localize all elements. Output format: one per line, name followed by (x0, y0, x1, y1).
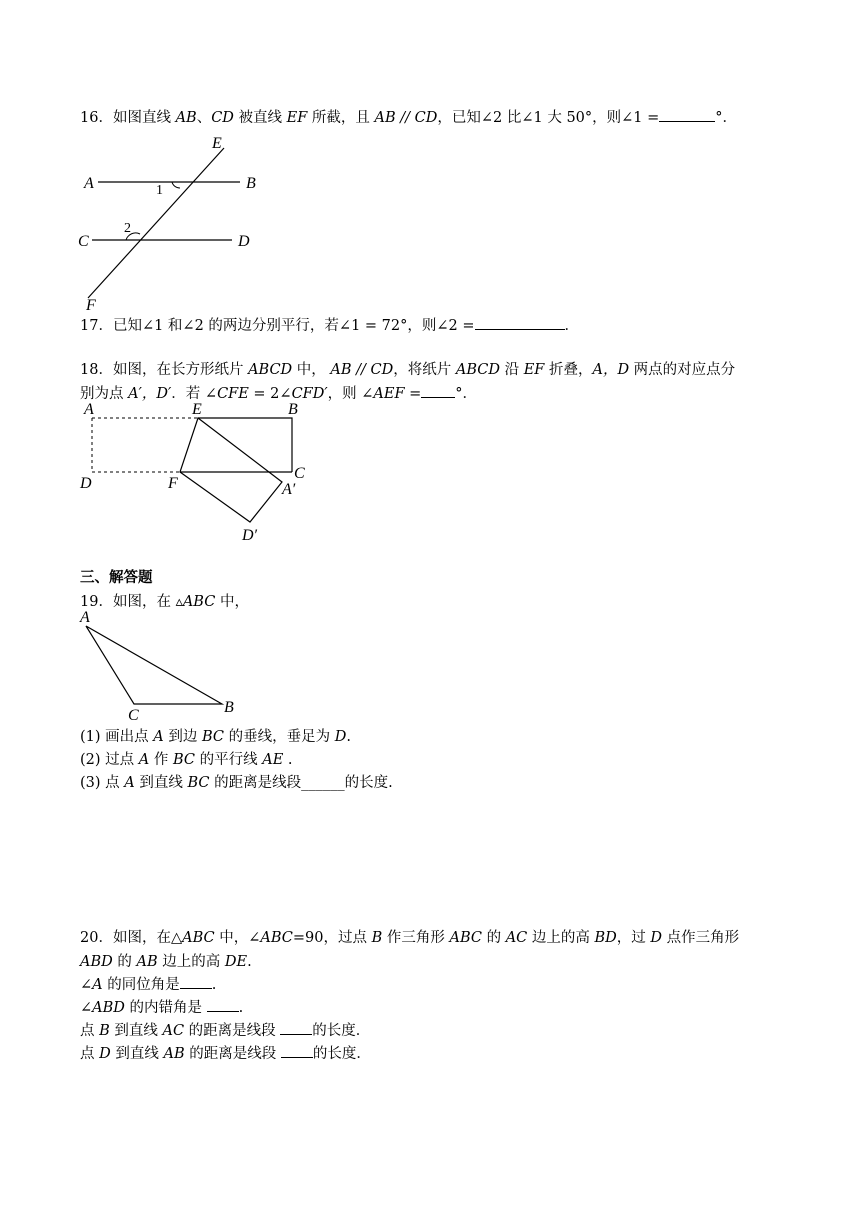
q16-label-d: D (238, 233, 250, 250)
q18-text: 沿 (499, 362, 524, 378)
q18-parallel: AB // CD (330, 362, 394, 378)
q18-label-a-prime: A′ (282, 481, 296, 498)
q18-text: 别为点 (80, 386, 129, 402)
q20-var: AB (136, 954, 158, 970)
q18-text: 两点的对应点分 (629, 362, 736, 378)
q18-text: ，则 ∠ (327, 386, 374, 402)
q18-label-e: E (192, 401, 202, 418)
q16-text: 16．如图直线 (80, 110, 176, 126)
q20-var: BD (594, 930, 617, 946)
q16-parallel: AB // CD (374, 110, 438, 126)
q19-var: BC (201, 729, 224, 745)
q18-figure (79, 401, 305, 544)
q19-text: 的距离是线段 (209, 775, 302, 791)
q19-var: BC (187, 775, 210, 791)
q19-var: ▵ABC (175, 594, 216, 610)
q20-text: . (211, 977, 217, 993)
q19-text: 到直线 (134, 775, 188, 791)
q19-text: (1) 画出点 (80, 729, 154, 745)
q20-var: ABC (449, 930, 482, 946)
q20-var: ABC (260, 930, 293, 946)
q20-text: 的距离是线段 (184, 1023, 281, 1039)
q18-text: °． (455, 386, 478, 402)
section-title: 三、解答题 (80, 569, 153, 586)
q17-text: ． (564, 318, 579, 334)
q20-text: 的距离是线段 (184, 1046, 281, 1062)
q17-answer-blank[interactable] (475, 315, 565, 330)
q20-blank-alternate[interactable] (207, 997, 239, 1012)
q20-text: 作三角形 (382, 930, 450, 946)
q19-text: 到边 (163, 729, 202, 745)
q19-answer-blank[interactable]: ______ (301, 775, 345, 791)
q20-text: 中，∠ (214, 930, 261, 946)
q20-var: D (650, 930, 663, 946)
q19-var: A (124, 775, 135, 791)
q20-text: 20．如图，在△ (80, 930, 183, 946)
q20-text: 的长度． (312, 1023, 371, 1039)
q19-text: 19．如图，在 (80, 594, 176, 610)
q20-line3 (80, 973, 216, 994)
q18-label-a: A (84, 401, 94, 418)
q20-line2 (80, 950, 252, 971)
q20-text: 点 (80, 1023, 100, 1039)
q16-figure (78, 135, 256, 314)
q18-var: ABCD (248, 362, 293, 378)
q18-folded-part (180, 418, 282, 522)
q20-var: B (99, 1023, 110, 1039)
q18-var: AEF (373, 386, 405, 402)
q20-text: 的同位角是 (102, 977, 180, 993)
q20-text: 边上的高 (527, 930, 595, 946)
q18-var: CFD′ (291, 386, 328, 402)
q18-text: 折叠， (544, 362, 593, 378)
q16-text: °． (715, 110, 738, 126)
q16-text: 被直线 (233, 110, 287, 126)
q20-var: DE (224, 954, 248, 970)
q20-line1 (80, 926, 739, 947)
q20-var: AB (163, 1046, 185, 1062)
q16-label-e: E (212, 135, 222, 152)
q20-text: 的长度． (312, 1046, 371, 1062)
q20-var: B (371, 930, 383, 946)
q20-text: 点 (80, 1046, 100, 1062)
q18-var: EF (523, 362, 545, 378)
q18-var: ABCD (455, 362, 500, 378)
q18-label-b: B (288, 401, 298, 418)
q19-part1 (80, 725, 351, 746)
q17-stem (80, 314, 579, 335)
q20-line6 (80, 1042, 371, 1063)
q20-var: ABC (182, 930, 215, 946)
q18-label-d-prime: D′ (242, 527, 258, 544)
q18-answer-blank[interactable] (421, 383, 455, 398)
q19-figure (79, 609, 234, 724)
q18-stem-line2 (80, 382, 477, 403)
q18-text: = 2∠ (248, 386, 292, 402)
q18-text: = (404, 386, 422, 402)
q19-text: 的垂线，垂足为 (224, 729, 335, 745)
q18-text: ，将纸片 (393, 362, 456, 378)
q20-text: . (238, 1000, 244, 1016)
q19-label-a: A (80, 609, 90, 626)
q20-var: AC (505, 930, 528, 946)
q20-line5 (80, 1019, 370, 1040)
q18-label-f: F (168, 475, 178, 492)
q16-text: 所截，且 (307, 110, 375, 126)
q20-text: 的 (112, 954, 137, 970)
q20-text: 的内错角是 (124, 1000, 207, 1016)
q18-label-c: C (294, 465, 305, 482)
q16-var: EF (286, 110, 308, 126)
q19-var: A (138, 752, 150, 768)
q20-line4 (80, 996, 243, 1017)
q19-var: AE (262, 752, 284, 768)
q20-text: . (247, 954, 252, 970)
q16-line-ef (88, 148, 224, 298)
q19-text: 的平行线 (195, 752, 263, 768)
q16-label-2: 2 (124, 221, 131, 236)
q20-text: 边上的高 (157, 954, 225, 970)
q19-text: . (346, 729, 351, 745)
q19-label-b: B (224, 699, 234, 716)
q16-label-c: C (78, 233, 89, 250)
q20-text: 到直线 (110, 1046, 164, 1062)
q16-label-f: F (86, 297, 96, 314)
q16-text: 、 (196, 110, 212, 126)
q16-angle1-arc (172, 182, 180, 188)
q16-label-1: 1 (156, 183, 163, 198)
q19-stem (80, 590, 249, 611)
q20-text: ，过 (616, 930, 651, 946)
q20-blank-distance-d[interactable] (281, 1043, 313, 1058)
q19-text: 的长度. (344, 775, 393, 791)
q18-text: ．若 ∠ (171, 386, 218, 402)
q16-var: AB (175, 110, 197, 126)
q20-text: 到直线 (109, 1023, 163, 1039)
q20-blank-corresponding[interactable] (180, 974, 212, 989)
q18-stem-line1 (80, 358, 735, 379)
q18-label-d: D (80, 475, 92, 492)
q19-triangle (86, 626, 222, 704)
q18-text: 18．如图，在长方形纸片 (80, 362, 249, 378)
q17-text: 17．已知∠1 和∠2 的两边分别平行，若∠1 = 72°，则∠2 = (80, 318, 475, 334)
q16-label-a: A (84, 175, 94, 192)
q19-text: 中， (215, 594, 249, 610)
q20-var: ABD (92, 1000, 125, 1016)
q20-var: A (92, 977, 103, 993)
q16-label-b: B (246, 175, 256, 192)
q20-text: ∠ (80, 1000, 93, 1016)
q20-text: =90，过点 (292, 930, 372, 946)
q19-text: 作 (149, 752, 173, 768)
q19-part3 (80, 771, 393, 792)
q20-var: D (99, 1046, 111, 1062)
q20-var: ABD (80, 954, 113, 970)
q19-var: BC (172, 752, 195, 768)
q18-var: CFE (217, 386, 249, 402)
q18-ebc (198, 418, 292, 472)
q18-var: A′，D′ (128, 386, 172, 402)
q19-text: . (283, 752, 293, 768)
q19-part2 (80, 748, 293, 769)
q19-text: (3) 点 (80, 775, 125, 791)
q19-var: A (153, 729, 164, 745)
q19-var: D (334, 729, 347, 745)
q20-var: AC (162, 1023, 185, 1039)
q16-text: ，已知∠2 比∠1 大 50°，则∠1 = (437, 110, 660, 126)
q20-text: 点作三角形 (662, 930, 740, 946)
q18-var: A，D (592, 362, 630, 378)
q20-text: 的 (481, 930, 506, 946)
q19-label-c: C (128, 707, 139, 724)
q20-text: ∠ (80, 977, 93, 993)
q20-blank-distance-b[interactable] (280, 1020, 312, 1035)
q18-text: 中， (292, 362, 331, 378)
q16-var: CD (211, 110, 234, 126)
q19-text: (2) 过点 (80, 752, 139, 768)
